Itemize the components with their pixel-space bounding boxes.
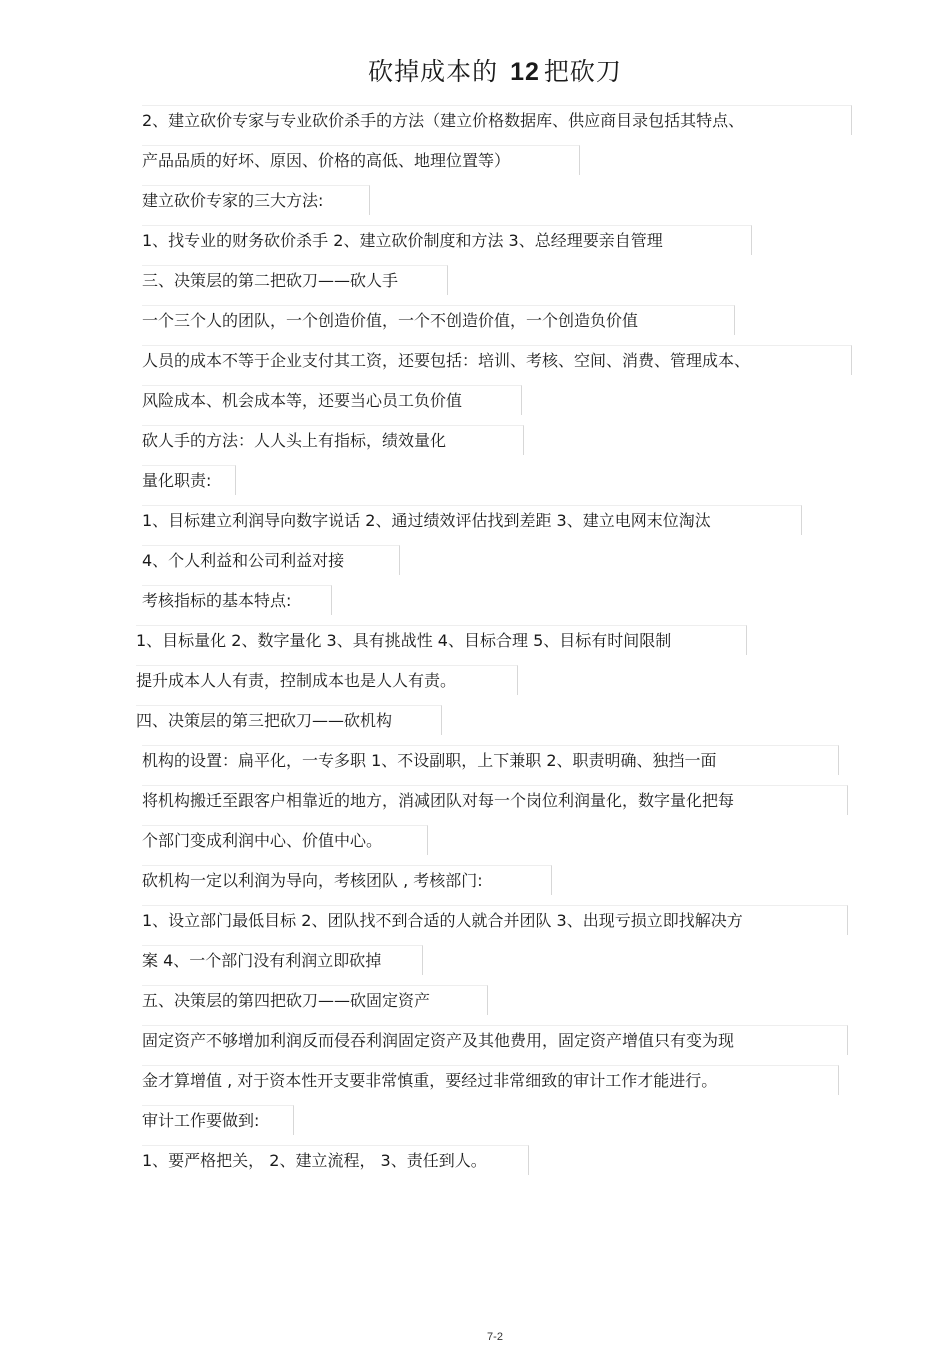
text-line: 将机构搬迁至跟客户相靠近的地方，消减团队对每一个岗位利润量化，数字量化把每 [142,785,848,815]
text-line: 1、设立部门最低目标 2、团队找不到合适的人就合并团队 3、出现亏损立即找解决方 [142,905,848,935]
text-line: 固定资产不够增加利润反而侵吞利润固定资产及其他费用，固定资产增值只有变为现 [142,1025,848,1055]
text-line: 风险成本、机会成本等，还要当心员工负价值 [142,385,522,415]
text-line: 砍人手的方法：人人头上有指标，绩效量化 [142,425,524,455]
text-line: 砍机构一定以利润为导向，考核团队 , 考核部门: [142,865,552,895]
text-line: 提升成本人人有责，控制成本也是人人有责。 [136,665,518,695]
text-line: 2、建立砍价专家与专业砍价杀手的方法（建立价格数据库、供应商目录包括其特点、 [142,105,852,135]
page-number: 7-2 [487,1331,503,1343]
title-prefix: 砍掉成本的 [368,57,499,86]
text-line: 审计工作要做到: [142,1105,294,1135]
text-line: 金才算增值 , 对于资本性开支要非常慎重，要经过非常细致的审计工作才能进行。 [142,1065,839,1095]
section-heading: 四、决策层的第三把砍刀——砍机构 [136,705,442,735]
text-line: 一个三个人的团队，一个创造价值，一个不创造价值，一个创造负价值 [142,305,735,335]
text-line: 个部门变成利润中心、价值中心。 [142,825,428,855]
text-line: 机构的设置：扁平化，一专多职 1、不设副职，上下兼职 2、职责明确、独挡一面 [142,745,839,775]
text-line: 产品品质的好坏、原因、价格的高低、地理位置等） [142,145,580,175]
text-line: 案 4、一个部门没有利润立即砍掉 [142,945,423,975]
section-heading: 三、决策层的第二把砍刀——砍人手 [142,265,448,295]
text-line: 人员的成本不等于企业支付其工资，还要包括：培训、考核、空间、消费、管理成本、 [142,345,852,375]
text-line: 建立砍价专家的三大方法: [142,185,370,215]
title-number: 12 [510,58,540,86]
text-line: 1、目标建立利润导向数字说话 2、通过绩效评估找到差距 3、建立电网末位淘汰 [142,505,802,535]
text-line: 量化职责: [142,465,236,495]
text-line: 4、个人利益和公司利益对接 [142,545,400,575]
title-suffix: 把砍刀 [543,57,622,86]
text-line: 考核指标的基本特点: [142,585,332,615]
text-line: 1、要严格把关， 2、建立流程， 3、责任到人。 [142,1145,529,1175]
section-heading: 五、决策层的第四把砍刀——砍固定资产 [142,985,488,1015]
page-title [0,52,950,88]
text-line: 1、找专业的财务砍价杀手 2、建立砍价制度和方法 3、总经理要亲自管理 [142,225,752,255]
text-line: 1、目标量化 2、数字量化 3、具有挑战性 4、目标合理 5、目标有时间限制 [136,625,747,655]
